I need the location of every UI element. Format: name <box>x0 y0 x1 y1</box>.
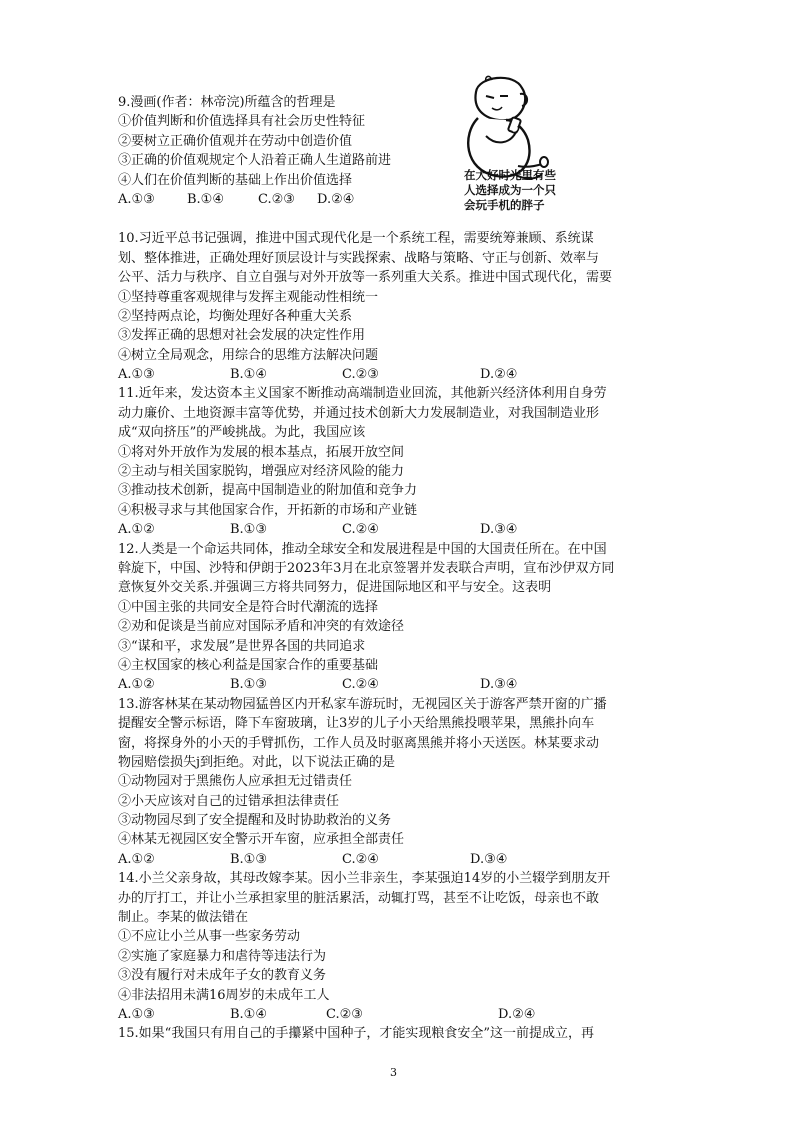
answer-options <box>118 190 690 209</box>
answer-options <box>118 675 690 694</box>
option-c: C.②④ <box>342 677 379 693</box>
option-c: C.②④ <box>342 851 379 867</box>
option-a: A.①③ <box>118 367 155 383</box>
question-stem: 公平、活力与秩序、自立自强与对外开放等一系列重大关系。推进中国式现代化，需要 <box>118 270 613 286</box>
question-stem: 15.如果“我国只有用自己的手攥紧中国种子，才能实现粮食安全”这一前提成立，再 <box>118 1026 594 1042</box>
statement-item: ②劝和促谈是当前应对国际矛盾和冲突的有效途径 <box>118 619 405 635</box>
option-d: D.③④ <box>470 851 508 867</box>
statement-item: ④主权国家的核心利益是国家合作的重要基础 <box>118 657 379 673</box>
option-a: A.①③ <box>118 191 155 207</box>
option-d: D.②④ <box>317 191 355 207</box>
option-d: D.②④ <box>498 1006 536 1022</box>
option-c: C.②④ <box>342 522 379 538</box>
statement-item: ①将对外开放作为发展的根本基点，拓展开放空间 <box>118 444 405 460</box>
cartoon-caption-line: 在大好时光里有些 <box>464 168 556 182</box>
answer-options <box>118 520 690 539</box>
option-a: A.①② <box>118 851 155 867</box>
statement-item: ②小天应该对自己的过错承担法律责任 <box>118 793 340 809</box>
statement-item: ③“谋和平，求发展”是世界各国的共同追求 <box>118 638 366 654</box>
page-number: 3 <box>390 1066 397 1079</box>
question-stem: 斡旋下，中国、沙特和伊朗于2023年3月在北京签署并发表联合声明，宣布沙伊双方同 <box>118 560 615 576</box>
statement-item: ④人们在价值判断的基础上作出价值选择 <box>118 172 353 188</box>
statement-item: ③发挥正确的思想对社会发展的决定性作用 <box>118 328 366 344</box>
option-a: A.①② <box>118 677 155 693</box>
option-c: C.②③ <box>342 367 379 383</box>
answer-options <box>118 365 690 384</box>
answer-options <box>118 1005 690 1024</box>
question-stem: 11.近年来，发达资本主义国家不断推动高端制造业回流，其他新兴经济体利用自身劳 <box>118 386 607 402</box>
question-stem: 10.习近平总书记强调，推进中国式现代化是一个系统工程，需要统筹兼顾、系统谋 <box>118 231 594 247</box>
question-stem: 12.人类是一个命运共同体，推动全球安全和发展进程是中国的大国责任所在。在中国 <box>118 541 607 557</box>
question-10 <box>118 229 690 384</box>
question-stem: 物园赔偿损失j到拒绝。对此，以下说法正确的是 <box>118 754 396 770</box>
question-15 <box>118 1024 690 1043</box>
question-stem: 9.漫画(作者：林帝浣)所蕴含的哲理是 <box>118 95 336 110</box>
option-a: A.①③ <box>118 1006 155 1022</box>
option-c: C.②③ <box>258 191 295 207</box>
option-b: B.①③ <box>230 677 267 693</box>
question-9 <box>118 93 690 209</box>
option-d: D.③④ <box>480 677 518 693</box>
question-14 <box>118 869 690 1024</box>
question-stem: 成“双向挤压”的严峻挑战。为此，我国应该 <box>118 425 366 441</box>
statement-item: ④树立全局观念，用综合的思维方法解决问题 <box>118 347 379 363</box>
option-c: C.②③ <box>326 1006 363 1022</box>
question-stem: 划、整体推进，正确处理好顶层设计与实践探索、战略与策略、守正与创新、效率与 <box>118 250 600 266</box>
option-a: A.①② <box>118 522 155 538</box>
option-d: D.②④ <box>480 367 518 383</box>
question-13 <box>118 695 690 870</box>
statement-item: ①坚持尊重客观规律与发挥主观能动性相统一 <box>118 289 379 305</box>
statement-item: ①不应让小兰从事一些家务劳动 <box>118 929 301 945</box>
statement-item: ②实施了家庭暴力和虐待等违法行为 <box>118 948 327 964</box>
statement-item: ②坚持两点论，均衡处理好各种重大关系 <box>118 308 353 324</box>
statement-item: ①中国主张的共同安全是符合时代潮流的选择 <box>118 599 379 615</box>
option-b: B.①④ <box>230 1006 267 1022</box>
statement-item: ④非法招用未满16周岁的未成年工人 <box>118 987 330 1003</box>
question-stem: 制止。李某的做法错在 <box>118 910 249 926</box>
question-stem: 14.小兰父亲身故，其母改嫁李某。因小兰非亲生，李某强迫14岁的小兰辍学到朋友开 <box>118 871 611 887</box>
statement-item: ①价值判断和价值选择具有社会历史性特征 <box>118 114 366 130</box>
answer-options <box>118 850 690 869</box>
option-b: B.①④ <box>230 367 267 383</box>
question-stem: 提醒安全警示标语，降下车窗玻璃，让3岁的儿子小天给黑熊投喂苹果，黑熊扑向车 <box>118 716 595 732</box>
question-11 <box>118 384 690 539</box>
question-stem: 窗，将探身外的小天的手臂抓伤，工作人员及时驱离黑熊并将小天送医。林某要求动 <box>118 735 600 751</box>
option-b: B.①③ <box>230 522 267 538</box>
question-list <box>118 93 690 1044</box>
statement-item: ③正确的价值观规定个人沿着正确人生道路前进 <box>118 153 392 169</box>
question-stem: 动力廉价、土地资源丰富等优势，并通过技术创新大力发展制造业，对我国制造业形 <box>118 405 600 421</box>
cartoon-caption-line: 人选择成为一个只 <box>464 183 556 197</box>
statement-item: ③动物园尽到了安全提醒和及时协助救治的义务 <box>118 813 392 829</box>
statement-item: ④林某无视园区安全警示开车窗，应承担全部责任 <box>118 832 405 848</box>
statement-item: ①动物园对于黑熊伤人应承担无过错责任 <box>118 774 353 790</box>
cartoon-caption-line: 会玩手机的胖子 <box>464 198 545 212</box>
question-stem: 13.游客林某在某动物园猛兽区内开私家车游玩时，无视园区关于游客严禁开窗的广播 <box>118 696 607 712</box>
statement-item: ③没有履行对未成年子女的教育义务 <box>118 968 327 984</box>
option-d: D.③④ <box>480 522 518 538</box>
question-12 <box>118 540 690 695</box>
statement-item: ④积极寻求与其他国家合作，开拓新的市场和产业链 <box>118 502 418 518</box>
question-stem: 意恢复外交关系.并强调三方将共同努力，促进国际地区和平与安全。这表明 <box>118 580 552 596</box>
statement-item: ②主动与相关国家脱钩，增强应对经济风险的能力 <box>118 464 405 480</box>
option-b: B.①③ <box>230 851 267 867</box>
statement-item: ②要树立正确价值观并在劳动中创造价值 <box>118 133 353 149</box>
question-stem: 办的厅打工，并让小兰承担家里的脏活累活，动辄打骂，甚至不让吃饭，母亲也不敢 <box>118 890 600 906</box>
option-b: B.①④ <box>187 191 224 207</box>
statement-item: ③推动技术创新，提高中国制造业的附加值和竞争力 <box>118 483 418 499</box>
